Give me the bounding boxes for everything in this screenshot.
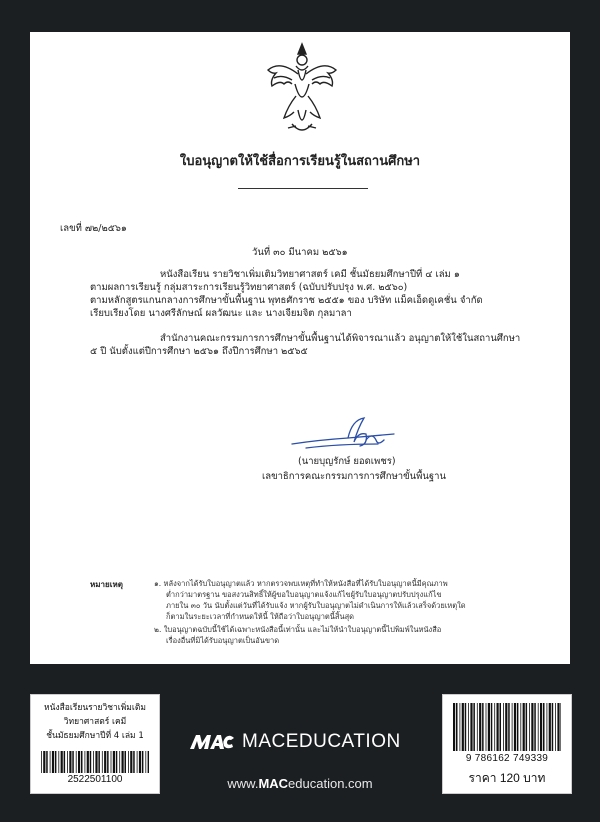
isbn-barcode-icon	[453, 703, 561, 751]
license-date: วันที่ ๓๐ มีนาคม ๒๕๖๑	[252, 247, 348, 258]
approval-line: สำนักงานคณะกรรมการการศึกษาขั้นพื้นฐานได้พิจารณาแล้ว อนุญาตให้ใช้ในสถานศึกษา	[160, 333, 521, 344]
remark-line: ภายใน ๓๐ วัน นับตั้งแต่วันที่ได้รับแจ้ง หากผู้รับใบอนุญาตไม่ดำเนินการให้แล้วเสร็จด้วยเหตุใด	[166, 601, 466, 610]
book-code-barcode-icon	[41, 751, 149, 773]
license-number: เลขที่ ๗๒/๒๕๖๑	[60, 223, 127, 234]
approval-line: ๕ ปี นับตั้งแต่ปีการศึกษา ๒๕๖๑ ถึงปีการศึกษา ๒๕๖๕	[90, 346, 308, 357]
body-line: ตามผลการเรียนรู้ กลุ่มสาระการเรียนรู้วิทยาศาสตร์ (ฉบับปรับปรุง พ.ศ. ๒๕๖๐)	[90, 282, 408, 293]
garuda-emblem-icon	[262, 40, 342, 138]
body-line: เรียบเรียงโดย นางศรีลักษณ์ ผลวัฒนะ และ นางเจียมจิต กุลมาลา	[90, 308, 352, 319]
book-label-line: หนังสือเรียนรายวิชาเพิ่มเติม	[44, 703, 146, 713]
body-line: หนังสือเรียน รายวิชาเพิ่มเติมวิทยาศาสตร์ เคมี ชั้นมัธยมศึกษาปีที่ ๔ เล่ม ๑	[160, 269, 460, 280]
book-label-line: ชั้นมัธยมศึกษาปีที่ 4 เล่ม 1	[46, 731, 144, 741]
mac-logo-icon	[190, 731, 236, 751]
body-line: ตามหลักสูตรแกนกลางการศึกษาขั้นพื้นฐาน พุทธศักราช ๒๕๕๑ ของ บริษัท แม็คเอ็ดดูเคชั่น จำกัด	[90, 295, 483, 306]
remark-line: ต่ำกว่ามาตรฐาน ขอสงวนสิทธิ์ให้ผู้ขอใบอนุญาตแจ้งแก้ไขผู้รับใบอนุญาตปรับปรุงแก้ไข	[166, 590, 442, 599]
isbn-label	[442, 694, 572, 794]
remarks-label: หมายเหตุ	[90, 580, 123, 589]
title-divider	[238, 188, 368, 189]
signer-name: (นายบุญรักษ์ ยอดเพชร)	[298, 456, 396, 467]
document-title: ใบอนุญาตให้ใช้สื่อการเรียนรู้ในสถานศึกษา	[179, 154, 421, 169]
price-label: ราคา 120 บาท	[468, 771, 546, 785]
remark-line: ๑. หลังจากได้รับใบอนุญาตแล้ว หากตรวจพบเหตุที่ทำให้หนังสือที่ได้รับใบอนุญาตนี้มีคุณภาพ	[154, 579, 448, 588]
website-suffix: education.com	[288, 776, 373, 791]
license-document	[30, 32, 570, 664]
signer-position: เลขาธิการคณะกรรมการการศึกษาขั้นพื้นฐาน	[262, 471, 446, 482]
website-bold: MAC	[258, 776, 289, 791]
brand-name: MACEDUCATION	[242, 731, 401, 752]
brand-logo	[190, 729, 414, 755]
book-label-line: วิทยาศาสตร์ เคมี	[63, 717, 127, 727]
remark-line: เรื่องอื่นที่มิได้รับอนุญาตเป็นอันขาด	[166, 636, 280, 645]
website-prefix: www.	[227, 776, 259, 791]
book-code: 2522501100	[67, 774, 123, 785]
remark-line: ๒. ใบอนุญาตฉบับนี้ใช้ได้เฉพาะหนังสือนี้เท่านั้น และไม่ให้นำใบอนุญาตนี้ไปพิมพ์ในหนังสือ	[154, 625, 442, 634]
signature-icon	[288, 414, 398, 458]
isbn-number: 9 786162 749339	[465, 753, 549, 764]
remark-line: ก็ตามในระยะเวลาที่กำหนดให้นี้ ให้ถือว่าใบอนุญาตนี้สิ้นสุด	[166, 612, 355, 621]
